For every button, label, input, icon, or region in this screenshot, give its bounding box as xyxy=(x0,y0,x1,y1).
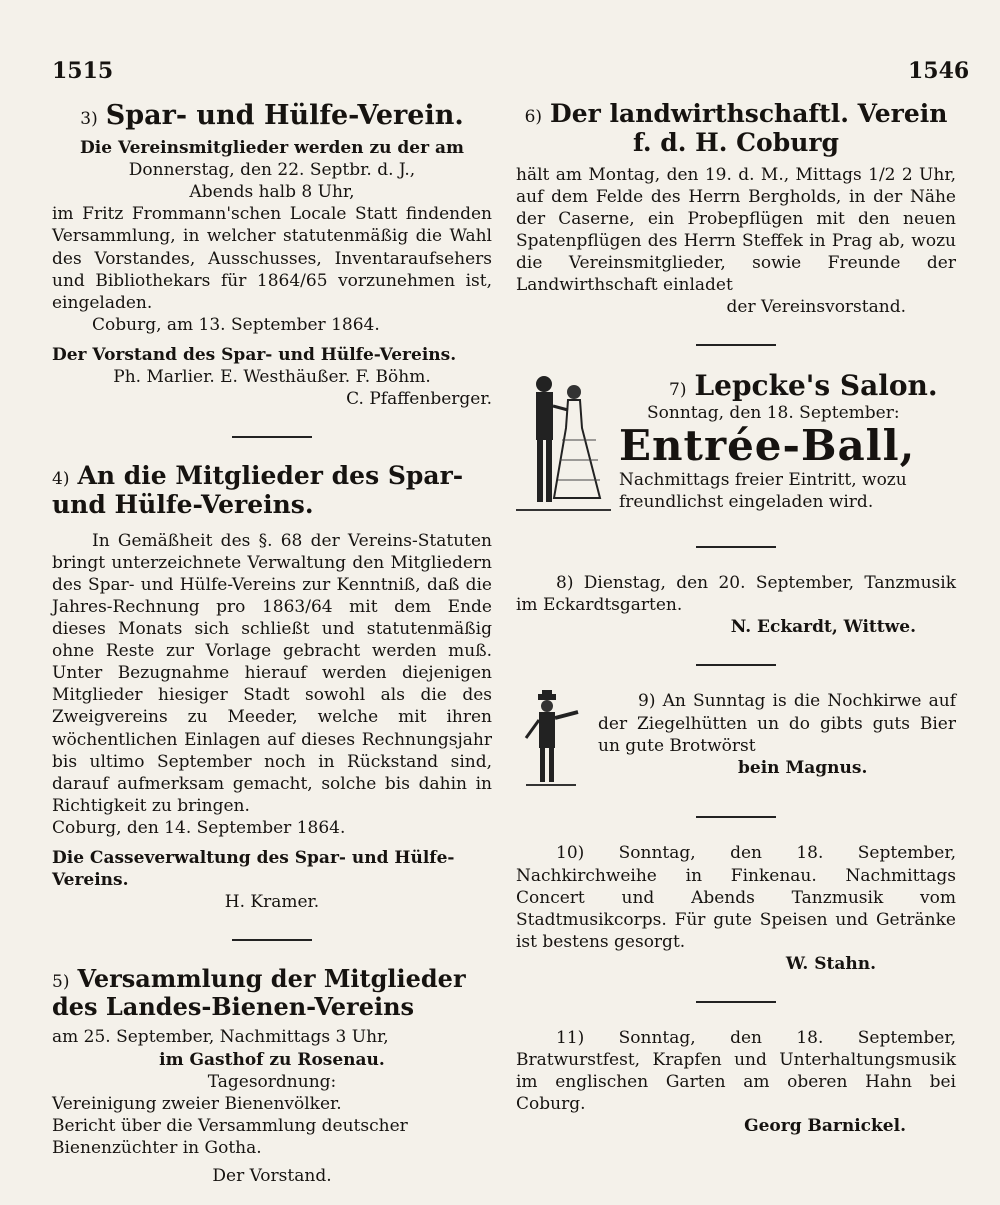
notice-line: am 25. September, Nachmittags 3 Uhr, xyxy=(52,1027,389,1048)
divider xyxy=(696,816,776,818)
notice-body: In Gemäßheit des §. 68 der Vereins-Statuten bringt unterzeichnete Verwaltung den Mitgliedern des Spar- und Hülfe-Vereins zur Kenntniß, daß die Jahres-Rechnung pro 1863/64 mit dem Ende dieses Monats sich schließt und statutenmäßig ohne Reste zur Vorlage gebracht werden muß. Unter Bezugnahme hierauf werden diejenigen Mitglieder hiesiger Stadt sowohl als die des Zweigvereins zu Meeder, welche mit ihren wöchentlichen Einlagen auf dieses Rechnungsjahr bis ultimo September noch in Rückstand sind, darauf aufmerksam gemacht, solche bis dahin in Richtigkeit zu bringen. xyxy=(52,530,492,816)
notice-body: 8) Dienstag, den 20. September, Tanzmusik im Eckardtsgarten. xyxy=(516,573,956,616)
notice-line: Abends halb 8 Uhr, xyxy=(189,182,355,203)
notice-signature: bein Magnus. xyxy=(738,757,868,778)
notice-10 xyxy=(516,842,956,975)
notice-signature: Georg Barnickel. xyxy=(744,1116,906,1137)
notice-date: Coburg, am 13. September 1864. xyxy=(92,314,380,335)
divider xyxy=(696,344,776,346)
divider xyxy=(696,664,776,666)
dancing-couple-icon xyxy=(516,370,611,520)
notice-line: Tagesordnung: xyxy=(207,1071,337,1092)
fiddler-icon xyxy=(516,690,586,790)
left-column xyxy=(52,100,492,1187)
notice-5 xyxy=(52,965,492,1187)
event-headline: Entrée-Ball, xyxy=(619,421,916,471)
notice-signature: H. Kramer. xyxy=(224,892,320,913)
notice-3 xyxy=(52,100,492,410)
notice-signature: Der Vorstand. xyxy=(212,1166,332,1187)
divider xyxy=(232,939,312,941)
notice-title: Lepcke's Salon. xyxy=(694,369,938,403)
notice-6 xyxy=(516,100,956,318)
notice-title: Der landwirthschaftl. Verein f. d. H. Coburg xyxy=(550,99,948,157)
notice-8 xyxy=(516,572,956,638)
notice-9 xyxy=(516,690,956,790)
notice-title: Versammlung der Mitglieder des Landes-Bienen-Vereins xyxy=(52,964,466,1021)
notice-line: Donnerstag, den 22. Septbr. d. J., xyxy=(128,160,416,181)
notice-7 xyxy=(516,370,956,520)
notice-number: 7) xyxy=(669,380,687,401)
right-column xyxy=(516,100,956,1137)
notice-date: Coburg, den 14. September 1864. xyxy=(52,817,346,838)
notice-title: An die Mitglieder des Spar- und Hülfe-Vereins. xyxy=(52,461,464,519)
divider xyxy=(696,546,776,548)
notice-number: 6) xyxy=(524,107,543,127)
notice-4 xyxy=(52,462,492,913)
notice-signature: Der Vorstand des Spar- und Hülfe-Vereins. xyxy=(52,344,457,365)
notice-signature: W. Stahn. xyxy=(785,953,876,974)
notice-line: Bericht über die Versammlung deutscher Bienenzüchter in Gotha. xyxy=(52,1115,408,1158)
notice-number: 3) xyxy=(80,109,98,129)
divider xyxy=(232,436,312,438)
notice-body: im Fritz Frommann'schen Locale Statt findenden Versammlung, in welcher statutenmäßig die Wahl des Vorstandes, Ausschusses, Inventaraufsehers und Bibliothekars für 1864/65 vorzunehmen ist, eingeladen. xyxy=(52,204,492,313)
notice-signature: Die Casseverwaltung des Spar- und Hülfe-Vereins. xyxy=(52,847,455,891)
notice-number: 4) xyxy=(52,469,70,490)
notice-signature: Ph. Marlier. E. Westhäußer. F. Böhm. xyxy=(113,366,431,387)
notice-line: Vereinigung zweier Bienenvölker. xyxy=(52,1093,342,1114)
notice-body: 9) An Sunntag is die Nochkirwe auf der Ziegelhütten un do gibts guts Bier un gute Brotwörst xyxy=(598,691,956,756)
notice-signature: N. Eckardt, Wittwe. xyxy=(730,617,916,638)
notice-line: Sonntag, den 18. September: xyxy=(647,403,900,424)
notice-line: Nachmittags freier Eintritt, wozu freundlichst eingeladen wird. xyxy=(619,469,907,512)
notice-body: 10) Sonntag, den 18. September, Nachkirchweihe in Finkenau. Nachmittags Concert und Abends Tanzmusik vom Stadtmusikcorps. Für gute Speisen und Getränke ist bestens gesorgt. xyxy=(516,843,956,952)
notice-line: im Gasthof zu Rosenau. xyxy=(159,1049,385,1070)
notice-signature: der Vereinsvorstand. xyxy=(726,297,906,318)
notice-body: hält am Montag, den 19. d. M., Mittags 1/2 2 Uhr, auf dem Felde des Herrn Bergholds, in der Nähe der Caserne, ein Probepflügen mit den neuen Spatenpflügen des Herrn Steffek in Prag ab, wozu die Vereinsmitglieder, sowie Freunde der Landwirthschaft einladet xyxy=(516,164,956,295)
notice-body: 11) Sonntag, den 18. September, Bratwurstfest, Krapfen und Unterhaltungsmusik im englischen Garten am oberen Hahn bei Coburg. xyxy=(516,1028,956,1115)
page-number-left: 1515 xyxy=(52,58,114,84)
notice-number: 5) xyxy=(52,972,70,993)
notice-signature: C. Pfaffenberger. xyxy=(346,389,492,410)
page-number-right: 1546 xyxy=(908,58,970,84)
notice-11 xyxy=(516,1027,956,1137)
divider xyxy=(696,1001,776,1003)
notice-line: Die Vereinsmitglieder werden zu der am xyxy=(80,138,464,159)
notice-title: Spar- und Hülfe-Verein. xyxy=(105,100,464,131)
